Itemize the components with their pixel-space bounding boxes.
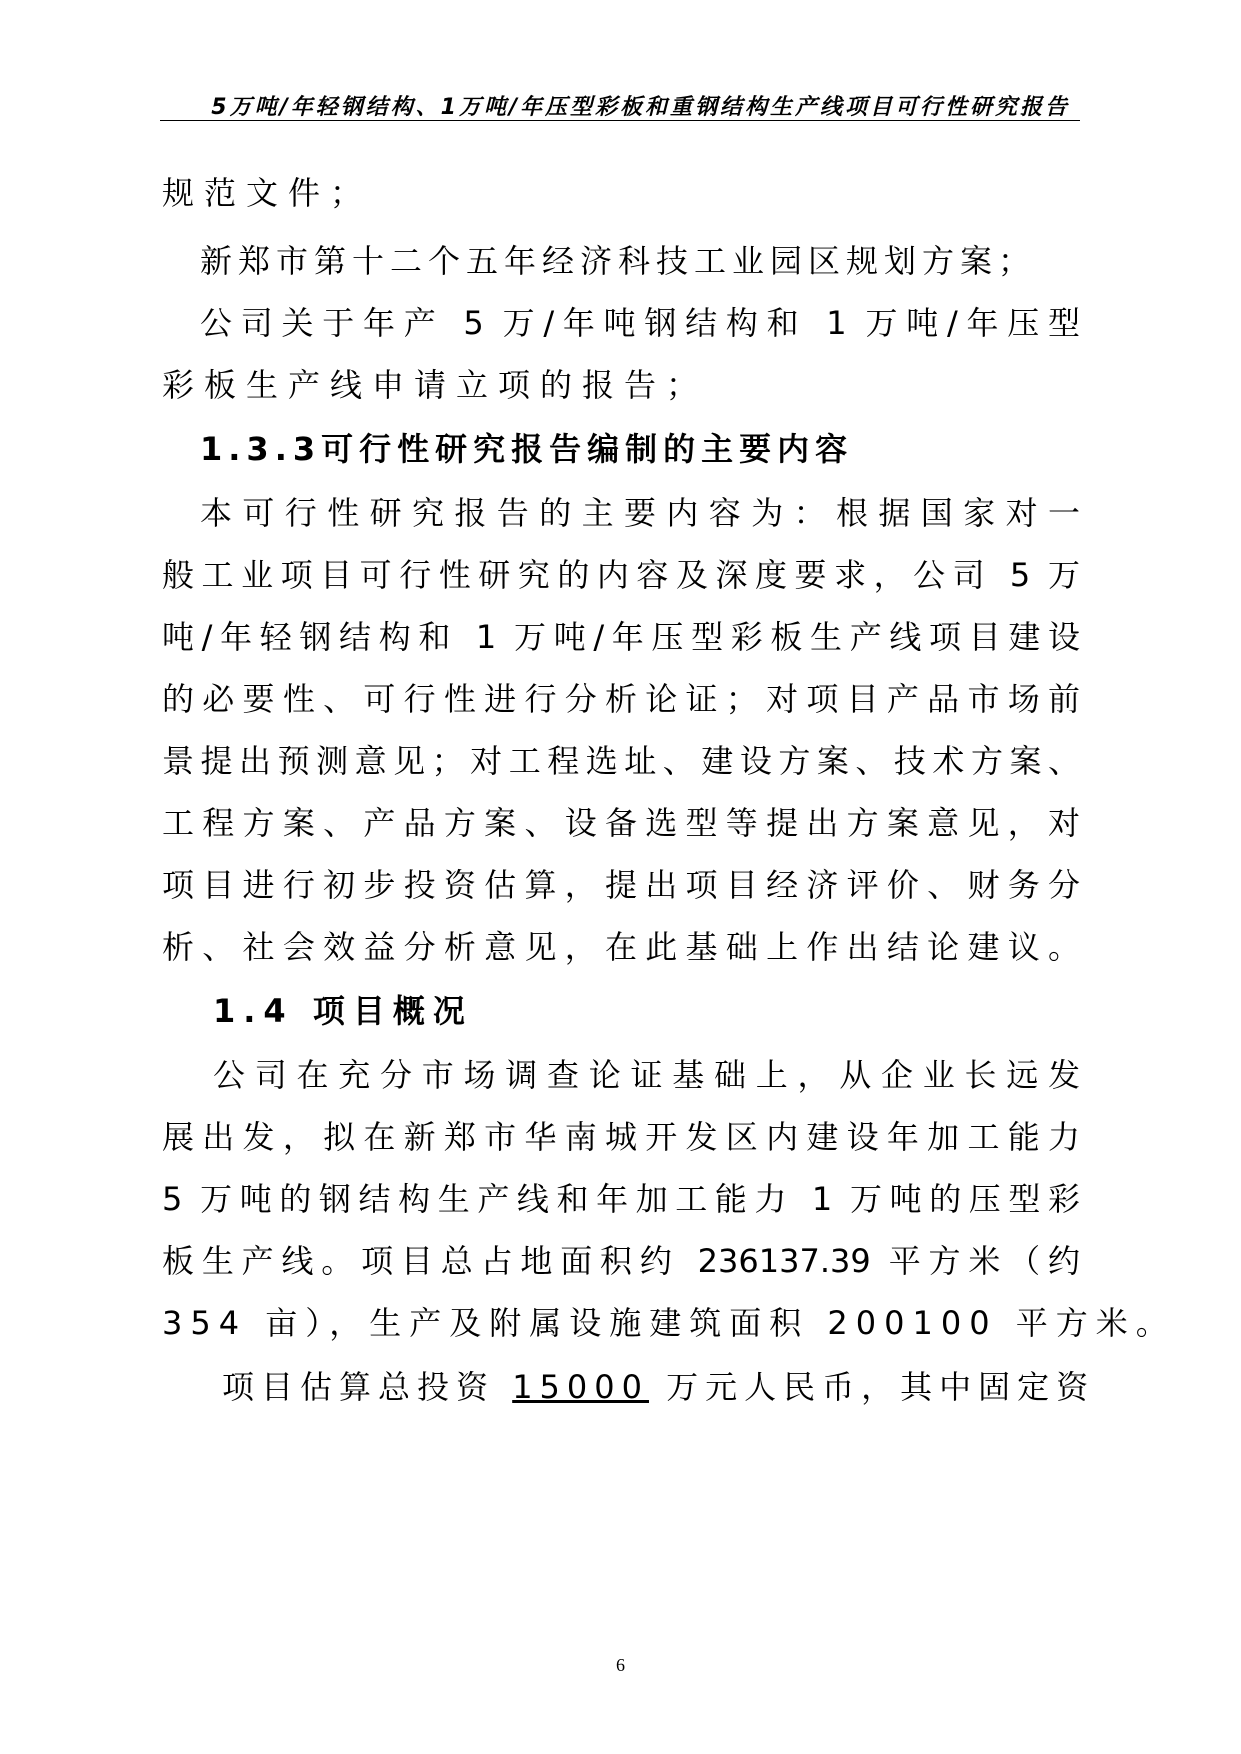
text-segment: 万元人民币，其中固定资 <box>648 1368 1096 1406</box>
text-line: 般工业项目可行性研究的内容及深度要求，公司 5 万 <box>162 556 1080 594</box>
text-line: 析、社会效益分析意见，在此基础上作出结论建议。 <box>162 928 1080 966</box>
text-line: 景提出预测意见；对工程选址、建设方案、技术方案、 <box>162 742 1080 780</box>
investment-amount: 15000 <box>512 1368 649 1406</box>
text-line: 展出发，拟在新郑市华南城开发区内建设年加工能力 <box>162 1118 1080 1156</box>
text-line: 项目进行初步投资估算，提出项目经济评价、财务分 <box>162 866 1080 904</box>
page-number: 6 <box>616 1655 625 1675</box>
text-line: 本可行性研究报告的主要内容为：根据国家对一 <box>200 494 1080 532</box>
text-line: 吨/年轻钢结构和 1 万吨/年压型彩板生产线项目建设 <box>162 618 1080 656</box>
text-line: 板生产线。项目总占地面积约 236137.39 平方米（约 <box>162 1242 1080 1280</box>
section-heading: 1.4 项目概况 <box>213 992 473 1030</box>
section-heading: 1.3.3可行性研究报告编制的主要内容 <box>200 430 854 468</box>
text-line: 的必要性、可行性进行分析论证；对项目产品市场前 <box>162 680 1080 718</box>
text-line: 5 万吨的钢结构生产线和年加工能力 1 万吨的压型彩 <box>162 1180 1080 1218</box>
text-line: 工程方案、产品方案、设备选型等提出方案意见，对 <box>162 804 1080 842</box>
text-line: 彩板生产线申请立项的报告； <box>162 366 709 404</box>
page-header <box>160 90 1080 121</box>
text-line: 公司在充分市场调查论证基础上，从企业长远发 <box>213 1056 1080 1094</box>
text-line: 354 亩），生产及附属设施建筑面积 200100 平方米。 <box>162 1304 1176 1342</box>
text-line <box>222 1362 1095 1408</box>
text-line: 规范文件； <box>162 174 373 212</box>
text-line: 新郑市第十二个五年经济科技工业园区规划方案； <box>200 242 1037 280</box>
text-segment: 项目估算总投资 <box>222 1368 513 1406</box>
header-title: 5万吨/年轻钢结构、1万吨/年压型彩板和重钢结构生产线项目可行性研究报告 <box>211 95 1070 120</box>
text-line: 公司关于年产 5 万/年吨钢结构和 1 万吨/年压型 <box>200 304 1080 342</box>
